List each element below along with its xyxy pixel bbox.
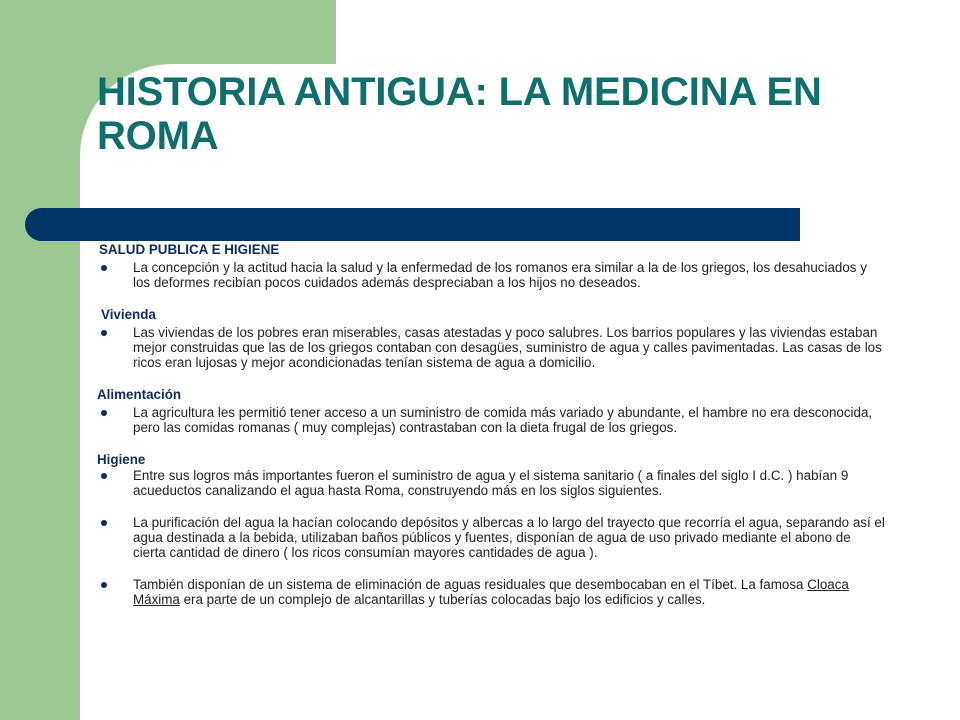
slide-body — [97, 242, 887, 607]
title-divider-bar — [25, 208, 800, 241]
bullet-text: Entre sus logros más importantes fueron el suministro de agua y el sistema sanitario ( a finales del siglo I d.C. ) habían 9 acueductos canalizando el agua hasta Roma, construyendo más en los siglos siguientes. — [133, 468, 849, 498]
section-heading-higiene: Higiene — [97, 452, 146, 467]
bullet-dot-icon — [101, 520, 107, 526]
green-side-panel — [0, 0, 80, 720]
bullet-item — [97, 577, 887, 607]
bullet-dot-icon — [101, 330, 107, 336]
bullet-item — [97, 515, 887, 560]
bullet-item — [97, 405, 887, 435]
bullet-item — [97, 468, 887, 498]
bullet-text: La agricultura les permitió tener acceso a un suministro de comida más variado y abundante, el hambre no era desconocida, pero las comidas romanas ( muy complejas) contrastaban con la dieta frugal de los griegos. — [133, 405, 873, 435]
cloaca-maxima-link[interactable]: Cloaca Máxima — [133, 577, 849, 607]
bullet-dot-icon — [101, 473, 107, 479]
bullet-text: Las viviendas de los pobres eran miserables, casas atestadas y poco salubres. Los barrios populares y las viviendas estaban mejor construidas que las de los griegos contaban con desagües, suministro de agua y calles pavimentadas. Las casas de los ricos eran lujosas y mejor acondicionadas tenían sistema de agua a domicilio. — [133, 325, 882, 370]
bullet-dot-icon — [101, 582, 107, 588]
slide-title: HISTORIA ANTIGUA: LA MEDICINA EN ROMA — [97, 70, 822, 158]
bullet-dot-icon — [101, 265, 107, 271]
section-heading-alimentacion: Alimentación — [97, 387, 182, 402]
bullet-text: La concepción y la actitud hacia la salud y la enfermedad de los romanos era similar a la de los griegos, los desahuciados y los deformes recibían pocos cuidados además despreciaban a los hijos no deseados. — [133, 260, 867, 290]
bullet-text-before-link: También disponían de un sistema de eliminación de aguas residuales que desembocaban en el Tíbet. La famosa — [133, 577, 808, 592]
bullet-text-after-link: era parte de un complejo de alcantarillas y tuberías colocadas bajo los edificios y calles. — [179, 592, 706, 607]
bullet-item — [97, 260, 887, 290]
bullet-text: La purificación del agua la hacían colocando depósitos y albercas a lo largo del trayecto que recorría el agua, separando así el agua destinada a la bebida, utilizaban baños públicos y fuentes, disponían de agua de uso privado mediante el abono de cierta cantidad de dinero ( los ricos consumían mayores cantidades de agua ). — [133, 515, 885, 560]
section-heading-vivienda: Vivienda — [101, 307, 156, 322]
bullet-item — [97, 325, 887, 370]
section-heading-salud: SALUD PUBLICA E HIGIENE — [99, 242, 280, 257]
bullet-dot-icon — [101, 410, 107, 416]
